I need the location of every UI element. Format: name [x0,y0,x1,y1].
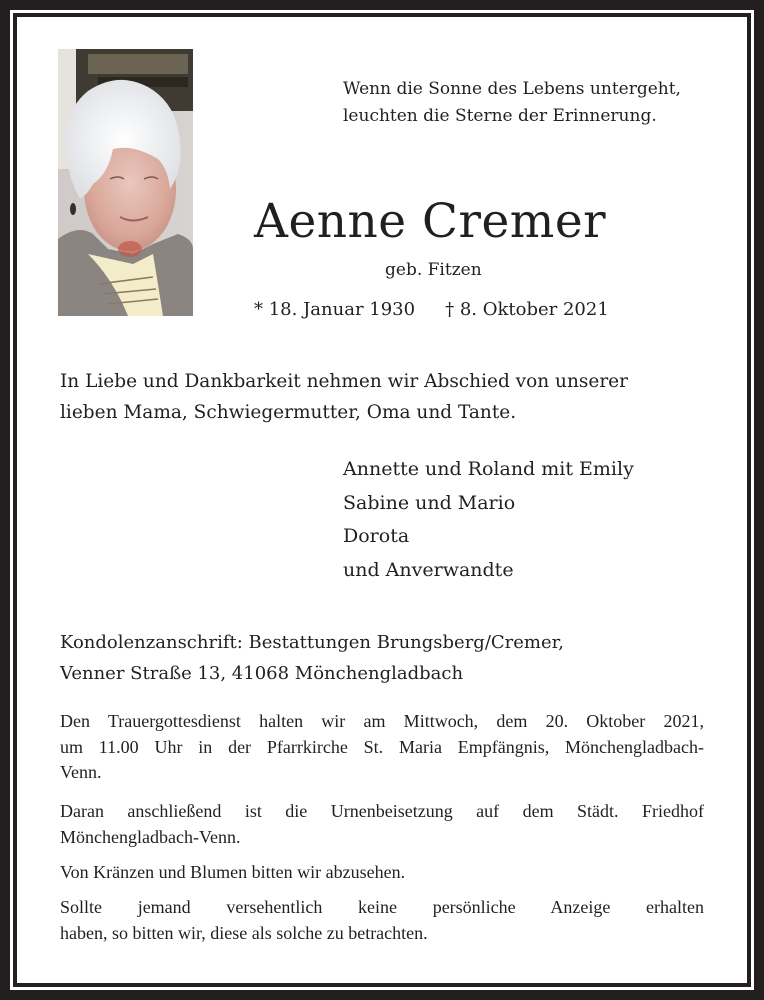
mourner: Annette und Roland mit Emily [343,458,634,480]
life-dates [254,297,609,323]
closing-note [60,895,704,946]
motto-line: leuchten die Sterne der Erinnerung. [343,106,657,126]
condolence-address [60,627,720,689]
flowers-note: Von Kränzen und Blumen bitten wir abzusehen. [60,862,406,882]
death-date: 8. Oktober 2021 [459,299,609,320]
condolence-line: Kondolenzanschrift: Bestattungen Brungsberg/Cremer, [60,632,564,653]
portrait-photo [58,49,193,316]
closing-line: haben, so bitten wir, diese als solche zu betrachten. [60,922,428,943]
condolence-line: Venner Straße 13, 41068 Mönchengladbach [60,663,464,684]
burial-info [60,799,704,850]
mourners-list [343,453,723,587]
birth-star-icon: * [254,299,263,320]
mourner: Sabine und Mario [343,491,516,514]
farewell-line: lieben Mama, Schwiegermutter, Oma und Tante. [60,402,517,423]
motto-quote [343,76,723,130]
service-line: um 11.00 Uhr in der Pfarrkirche St. Maria Empfängnis, Mönchengladbach- [60,736,704,757]
birth-date: 18. Januar 1930 [268,299,416,320]
burial-line: Daran anschließend ist die Urnenbeisetzung auf dem Städt. Friedhof [60,801,704,821]
closing-line: Sollte jemand versehentlich keine persönliche Anzeige erhalten [60,897,704,917]
service-info [60,709,704,786]
burial-line: Mönchengladbach-Venn. [60,826,241,847]
mourner: Dorota [343,525,410,547]
farewell-text [60,366,720,428]
motto-line: Wenn die Sonne des Lebens untergeht, [343,79,681,99]
maiden-name: geb. Fitzen [385,260,482,280]
portrait-photo-icon [58,49,193,316]
death-cross-icon: † [445,299,455,320]
service-line: Venn. [60,762,102,782]
service-line: Den Trauergottesdienst halten wir am Mittwoch, dem 20. Oktober 2021, [60,711,704,731]
farewell-line: In Liebe und Dankbarkeit nehmen wir Abschied von unserer [60,371,628,392]
mourner: und Anverwandte [343,558,514,581]
deceased-name: Aenne Cremer [254,194,607,249]
